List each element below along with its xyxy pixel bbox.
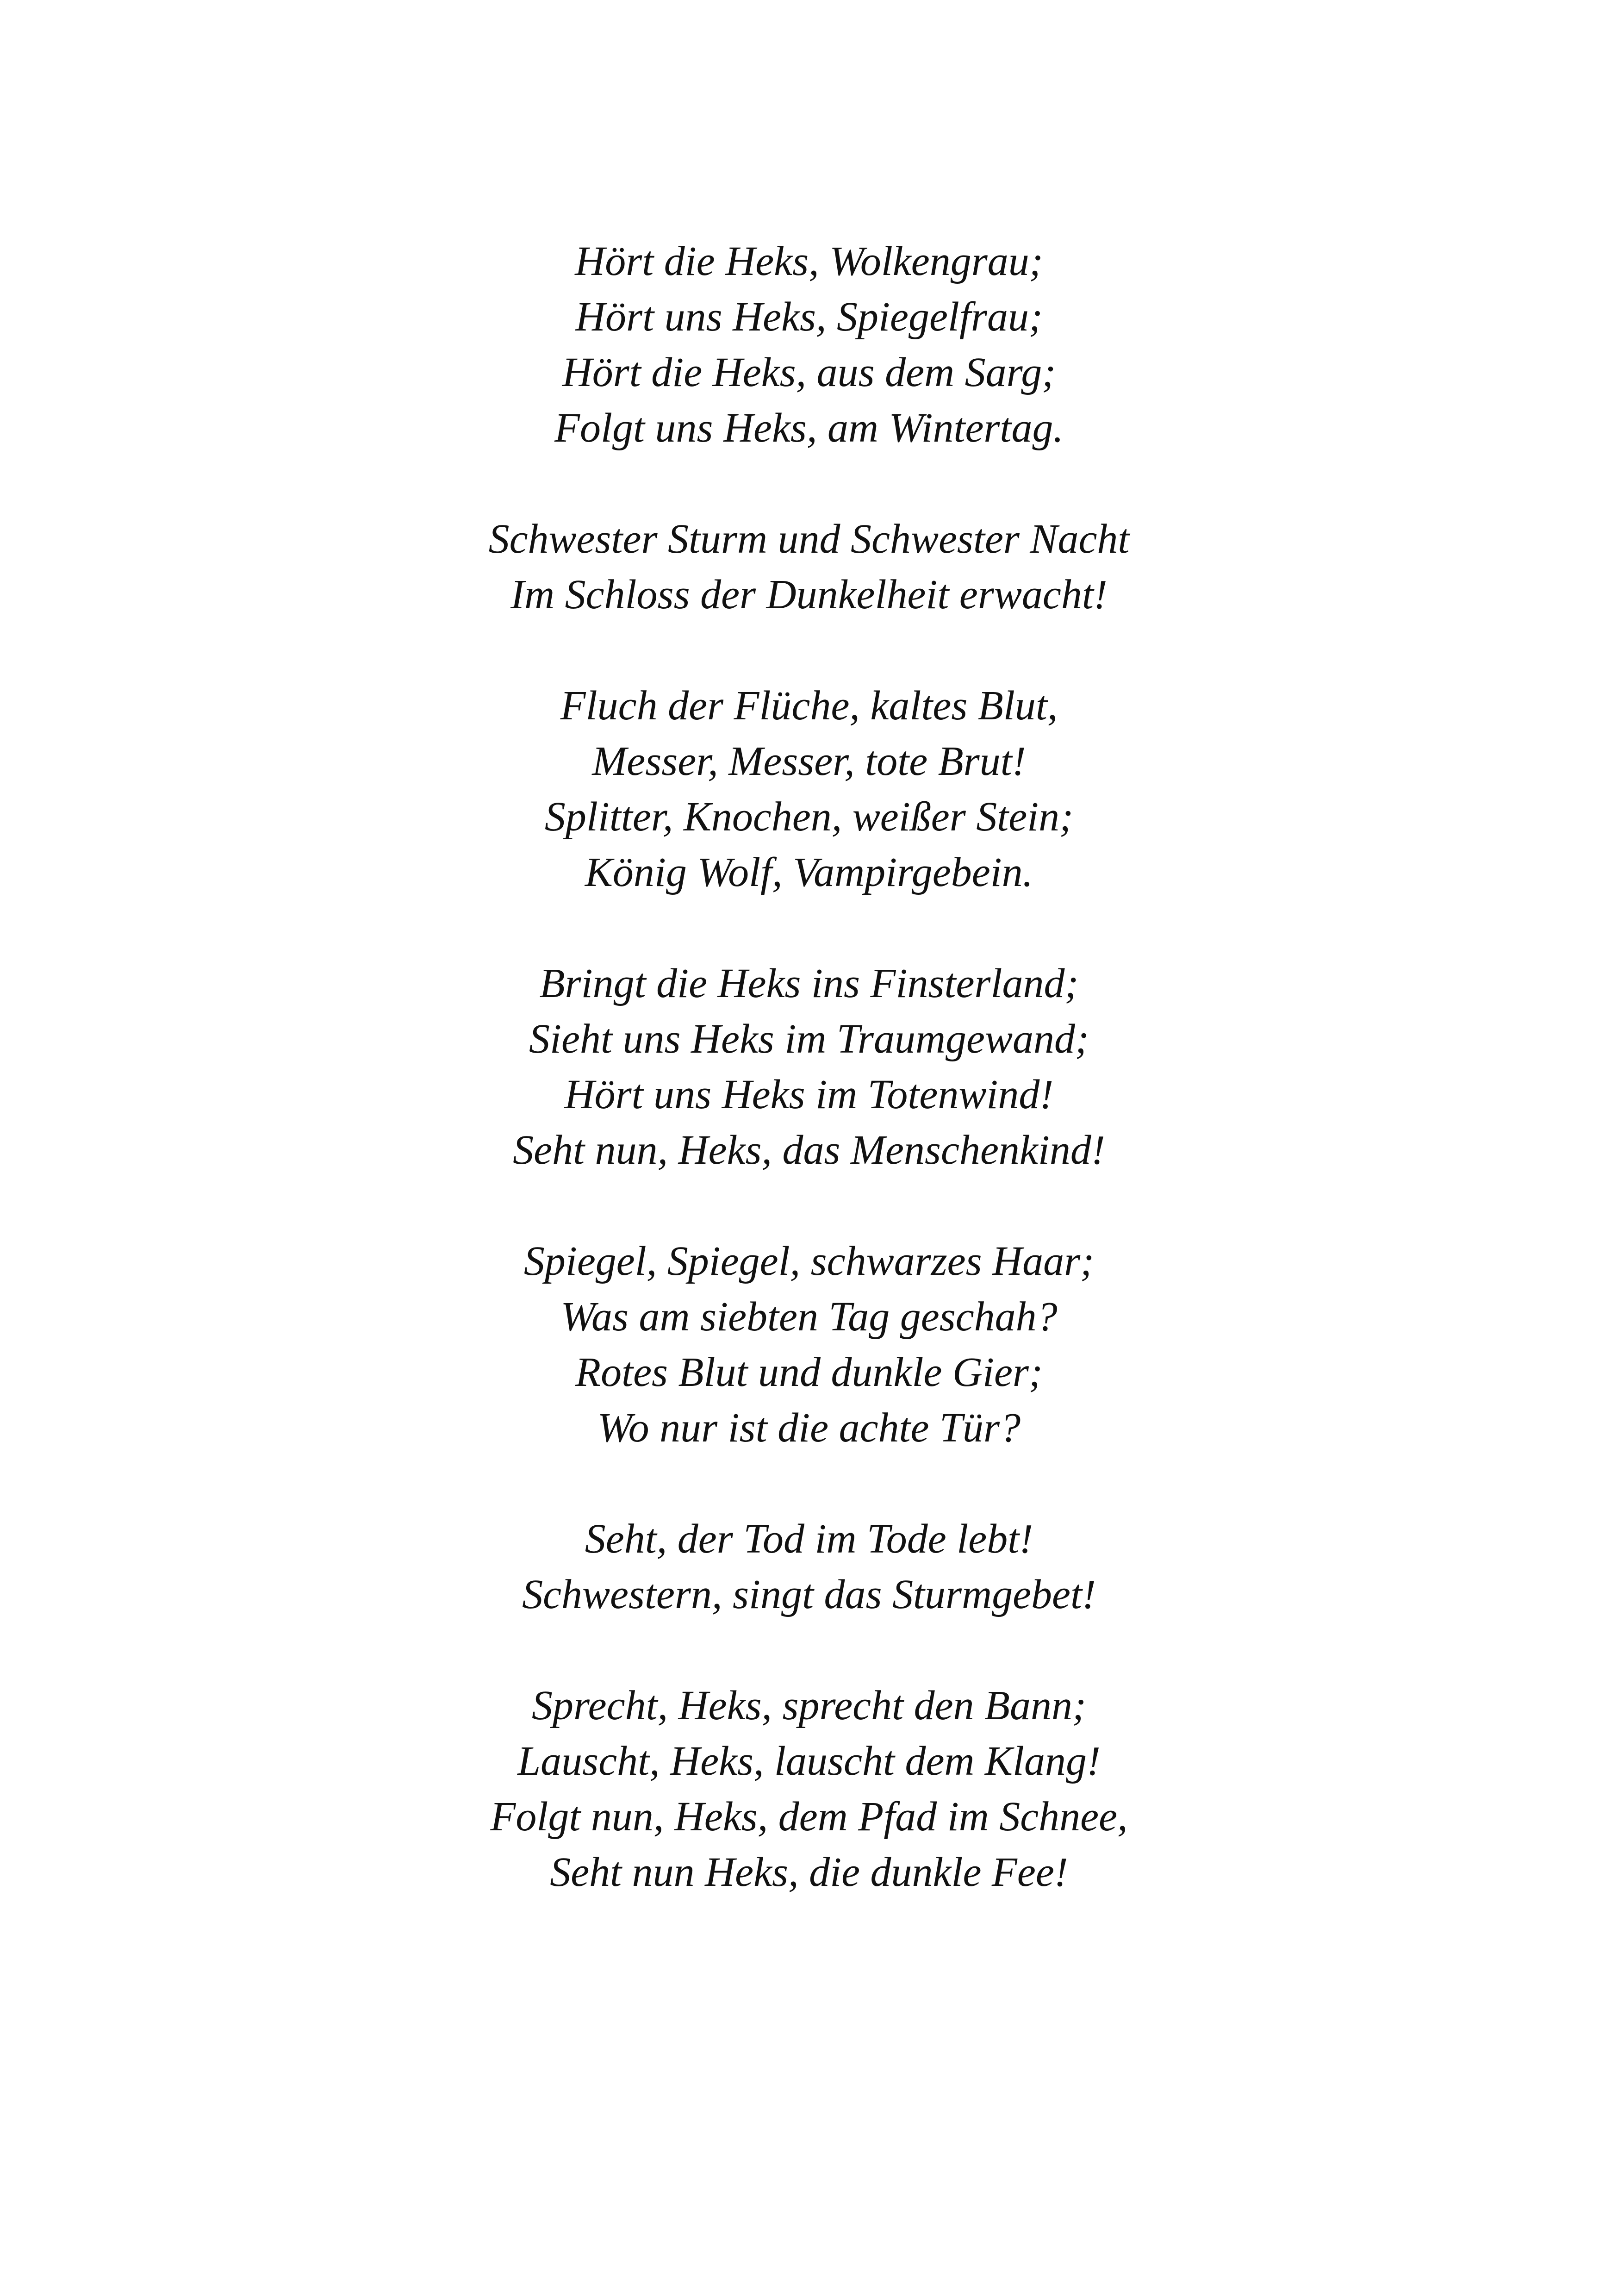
poem-line: Splitter, Knochen, weißer Stein; [544, 794, 1074, 840]
stanza-2 [0, 512, 1618, 623]
poem-line: Seht nun, Heks, das Menschenkind! [513, 1127, 1105, 1173]
stanza-5 [0, 1234, 1618, 1456]
poem [0, 234, 1618, 1900]
stanza-7 [0, 1678, 1618, 1900]
poem-line: Lauscht, Heks, lauscht dem Klang! [517, 1738, 1101, 1784]
poem-line: Folgt uns Heks, am Wintertag. [554, 405, 1064, 451]
poem-line: Sieht uns Heks im Traumgewand; [529, 1016, 1089, 1062]
poem-line: Wo nur ist die achte Tür? [597, 1405, 1021, 1451]
poem-line: König Wolf, Vampirgebein. [585, 849, 1033, 895]
poem-line: Schwester Sturm und Schwester Nacht [488, 516, 1130, 562]
stanza-3 [0, 678, 1618, 900]
poem-line: Im Schloss der Dunkelheit erwacht! [510, 572, 1108, 618]
poem-line: Rotes Blut und dunkle Gier; [575, 1349, 1043, 1395]
stanza-6 [0, 1511, 1618, 1622]
poem-line: Bringt die Heks ins Finsterland; [539, 961, 1079, 1006]
poem-line: Hört uns Heks im Totenwind! [564, 1072, 1054, 1117]
poem-line: Messer, Messer, tote Brut! [592, 738, 1026, 784]
poem-line: Seht nun Heks, die dunkle Fee! [550, 1849, 1068, 1895]
poem-line: Sprecht, Heks, sprecht den Bann; [532, 1683, 1086, 1728]
poem-line: Seht, der Tod im Tode lebt! [585, 1516, 1033, 1562]
poem-line: Spiegel, Spiegel, schwarzes Haar; [523, 1238, 1095, 1284]
poem-line: Hört uns Heks, Spiegelfrau; [575, 294, 1043, 340]
stanza-4 [0, 956, 1618, 1178]
poem-line: Was am siebten Tag geschah? [560, 1294, 1058, 1340]
poem-line: Folgt nun, Heks, dem Pfad im Schnee, [490, 1794, 1128, 1840]
poem-line: Schwestern, singt das Sturmgebet! [522, 1572, 1096, 1617]
poem-line: Hört die Heks, aus dem Sarg; [562, 349, 1056, 395]
poem-line: Fluch der Flüche, kaltes Blut, [560, 683, 1058, 729]
stanza-1 [0, 234, 1618, 456]
poem-line: Hört die Heks, Wolkengrau; [575, 238, 1043, 284]
